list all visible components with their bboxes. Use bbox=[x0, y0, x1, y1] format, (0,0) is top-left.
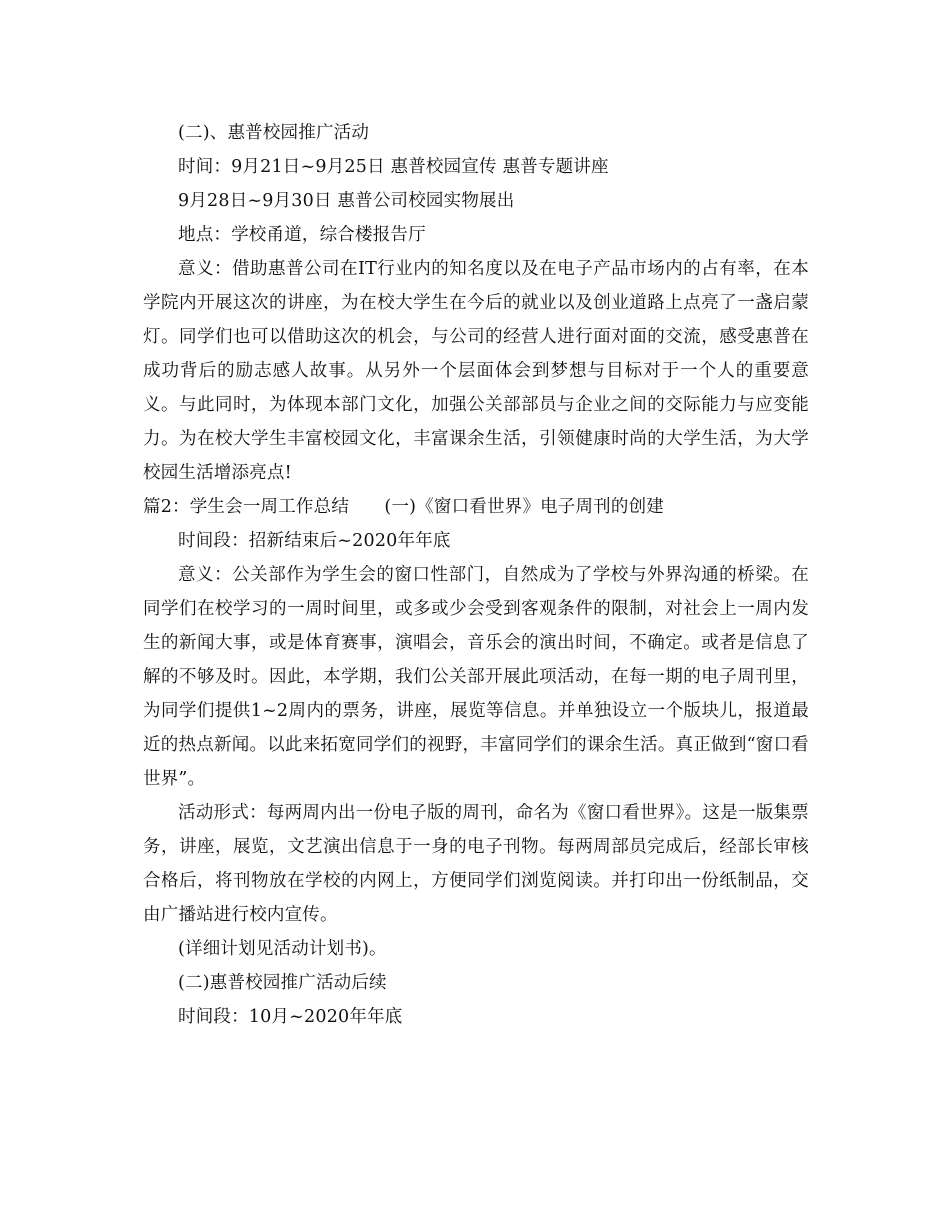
paragraph-period-2: 时间段：10月~2020年年底 bbox=[178, 1007, 403, 1027]
paragraph-time: 时间：9月21日~9月25日 惠普校园宣传 惠普专题讲座 bbox=[178, 157, 609, 177]
paragraph-significance-2: 意义：公关部作为学生会的窗口性部门，自然成为了学校与外界沟通的桥梁。在同学们在校学习的一周时间里，或多或少会受到客观条件的限制，对社会上一周内发生的新闻大事，或是体育赛事，演唱会，音乐会的演出时间，不确定。或者是信息了解的不够及时。因此，本学期，我们公关部开展此项活动，在每一期的电子周刊里，为同学们提供1~2周内的票务，讲座，展览等信息。并单独设立一个版块儿，报道最近的热点新闻。以此来拓宽同学们的视野，丰富同学们的课余生活。真正做到“窗口看世界”。 bbox=[143, 565, 809, 789]
section-heading: (二)、惠普校园推广活动 bbox=[178, 123, 370, 143]
section-heading-2: (二)惠普校园推广活动后续 bbox=[178, 973, 387, 993]
paragraph-period: 时间段：招新结束后~2020年年底 bbox=[178, 531, 451, 551]
paragraph-location: 地点：学校甬道，综合楼报告厅 bbox=[178, 225, 426, 245]
article-heading: 篇2：学生会一周工作总结 (一)《窗口看世界》电子周刊的创建 bbox=[143, 497, 664, 517]
document-body bbox=[143, 116, 809, 1034]
paragraph-activity-form: 活动形式：每两周内出一份电子版的周刊，命名为《窗口看世界》。这是一版集票务，讲座，展览，文艺演出信息于一身的电子刊物。每两周部员完成后，经部长审核合格后，将刊物放在学校的内网上，方便同学们浏览阅读。并打印出一份纸制品，交由广播站进行校内宣传。 bbox=[143, 803, 809, 925]
paragraph-plan-note: (详细计划见活动计划书)。 bbox=[178, 939, 387, 959]
paragraph-significance: 意义：借助惠普公司在IT行业内的知名度以及在电子产品市场内的占有率，在本学院内开展这次的讲座，为在校大学生在今后的就业以及创业道路上点亮了一盏启蒙灯。同学们也可以借助这次的机会，与公司的经营人进行面对面的交流，感受惠普在成功背后的励志感人故事。从另外一个层面体会到梦想与目标对于一个人的重要意义。与此同时，为体现本部门文化，加强公关部部员与企业之间的交际能力与应变能力。为在校大学生丰富校园文化，丰富课余生活，引领健康时尚的大学生活，为大学校园生活增添亮点! bbox=[143, 259, 809, 483]
paragraph-time-continued: 9月28日~9月30日 惠普公司校园实物展出 bbox=[178, 191, 515, 211]
